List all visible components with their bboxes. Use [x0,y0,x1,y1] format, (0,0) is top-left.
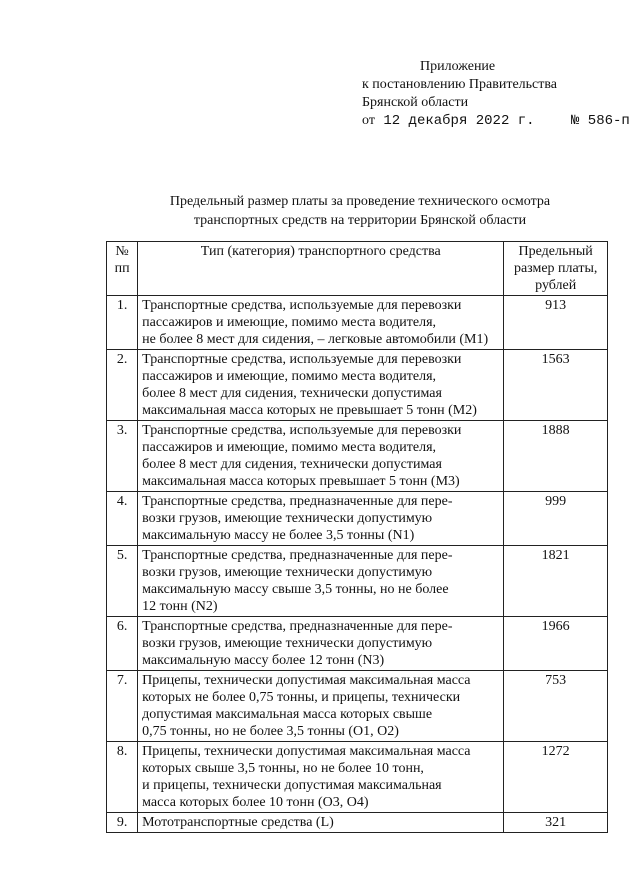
table-row [107,350,608,421]
header-fee [504,242,608,296]
row-fee: 913 [504,296,608,350]
row-number: 7. [107,671,138,742]
date-label: от [362,113,375,128]
row-number: 1. [107,296,138,350]
row-number: 8. [107,742,138,813]
resolution-number: № 586-п [570,113,630,129]
date-line [362,112,630,130]
vehicle-type-line: возки грузов, имеющие технически допустимую [142,636,433,651]
table-row [107,492,608,546]
table-row [107,742,608,813]
row-vehicle-type [138,421,504,492]
header-fee-line2: размер платы, [513,261,598,276]
row-number: 6. [107,617,138,671]
vehicle-type-line: возки грузов, имеющие технически допустимую [142,565,433,580]
row-fee: 753 [504,671,608,742]
header-num [107,242,138,296]
vehicle-type-line: максимальную массу не более 3,5 тонны (N1) [142,528,415,543]
row-number: 4. [107,492,138,546]
date-value: 12 декабря 2022 г. [383,113,535,129]
row-number: 2. [107,350,138,421]
table-row [107,671,608,742]
row-vehicle-type [138,813,504,833]
vehicle-type-line: более 8 мест для сидения, технически допустимая [142,457,442,472]
document-title [100,192,620,230]
vehicle-type-line: Транспортные средства, используемые для перевозки [142,298,462,313]
vehicle-type-line: пассажиров и имеющие, помимо места водителя, [142,369,437,384]
row-vehicle-type [138,492,504,546]
appendix-label: Приложение [420,59,496,74]
row-number: 5. [107,546,138,617]
header-type: Тип (категория) транспортного средства [138,242,504,296]
vehicle-type-line: более 8 мест для сидения, технически допустимая [142,386,442,401]
vehicle-type-line: и прицепы, технически допустимая максимальная [142,778,442,793]
vehicle-type-line: которых свыше 3,5 тонны, но не более 10 тонн, [142,761,424,776]
vehicle-type-line: 12 тонн (N2) [142,599,218,614]
row-fee: 1563 [504,350,608,421]
vehicle-type-line: Прицепы, технически допустимая максимальная масса [142,744,471,759]
vehicle-type-line: максимальную массу более 12 тонн (N3) [142,653,385,668]
title-line-1: Предельный размер платы за проведение технического осмотра [169,194,551,209]
header-num-line2: пп [114,261,130,276]
table-row [107,296,608,350]
region-name: Брянской области [362,95,469,110]
row-fee: 1272 [504,742,608,813]
header-fee-line1: Предельный [518,244,593,259]
title-line-2: транспортных средств на территории Брянской области [193,213,527,228]
row-fee: 1821 [504,546,608,617]
vehicle-type-line: пассажиров и имеющие, помимо места водителя, [142,440,437,455]
row-vehicle-type [138,617,504,671]
table-row [107,617,608,671]
table-header-row [107,242,608,296]
row-vehicle-type [138,742,504,813]
row-fee: 1966 [504,617,608,671]
row-fee: 999 [504,492,608,546]
vehicle-type-line: максимальную массу свыше 3,5 тонны, но не более [142,582,449,597]
vehicle-type-line: Мототранспортные средства (L) [142,815,334,830]
vehicle-type-line: Транспортные средства, предназначенные для пере- [142,619,453,634]
table-row [107,421,608,492]
vehicle-type-line: не более 8 мест для сидения, – легковые автомобили (M1) [142,332,489,347]
vehicle-type-line: пассажиров и имеющие, помимо места водителя, [142,315,437,330]
header-fee-line3: рублей [535,278,577,293]
row-fee: 321 [504,813,608,833]
fees-table [106,241,608,833]
vehicle-type-line: максимальная масса которых превышает 5 тонн (M3) [142,474,460,489]
row-number: 3. [107,421,138,492]
vehicle-type-line: Транспортные средства, предназначенные для пере- [142,494,453,509]
row-vehicle-type [138,671,504,742]
table-row [107,813,608,833]
vehicle-type-line: масса которых более 10 тонн (O3, O4) [142,795,369,810]
row-vehicle-type [138,296,504,350]
vehicle-type-line: Прицепы, технически допустимая максимальная масса [142,673,471,688]
vehicle-type-line: максимальная масса которых не превышает 5 тонн (M2) [142,403,477,418]
resolution-ref: к постановлению Правительства [362,77,558,92]
vehicle-type-line: возки грузов, имеющие технически допустимую [142,511,433,526]
row-vehicle-type [138,546,504,617]
row-vehicle-type [138,350,504,421]
vehicle-type-line: Транспортные средства, предназначенные для пере- [142,548,453,563]
header-num-line1: № [115,244,129,259]
appendix-header [362,58,630,130]
vehicle-type-line: которых не более 0,75 тонны, и прицепы, технически [142,690,461,705]
table-row [107,546,608,617]
vehicle-type-line: допустимая максимальная масса которых свыше [142,707,433,722]
vehicle-type-line: 0,75 тонны, но не более 3,5 тонны (O1, O2) [142,724,399,739]
vehicle-type-line: Транспортные средства, используемые для перевозки [142,423,462,438]
row-fee: 1888 [504,421,608,492]
vehicle-type-line: Транспортные средства, используемые для перевозки [142,352,462,367]
row-number: 9. [107,813,138,833]
